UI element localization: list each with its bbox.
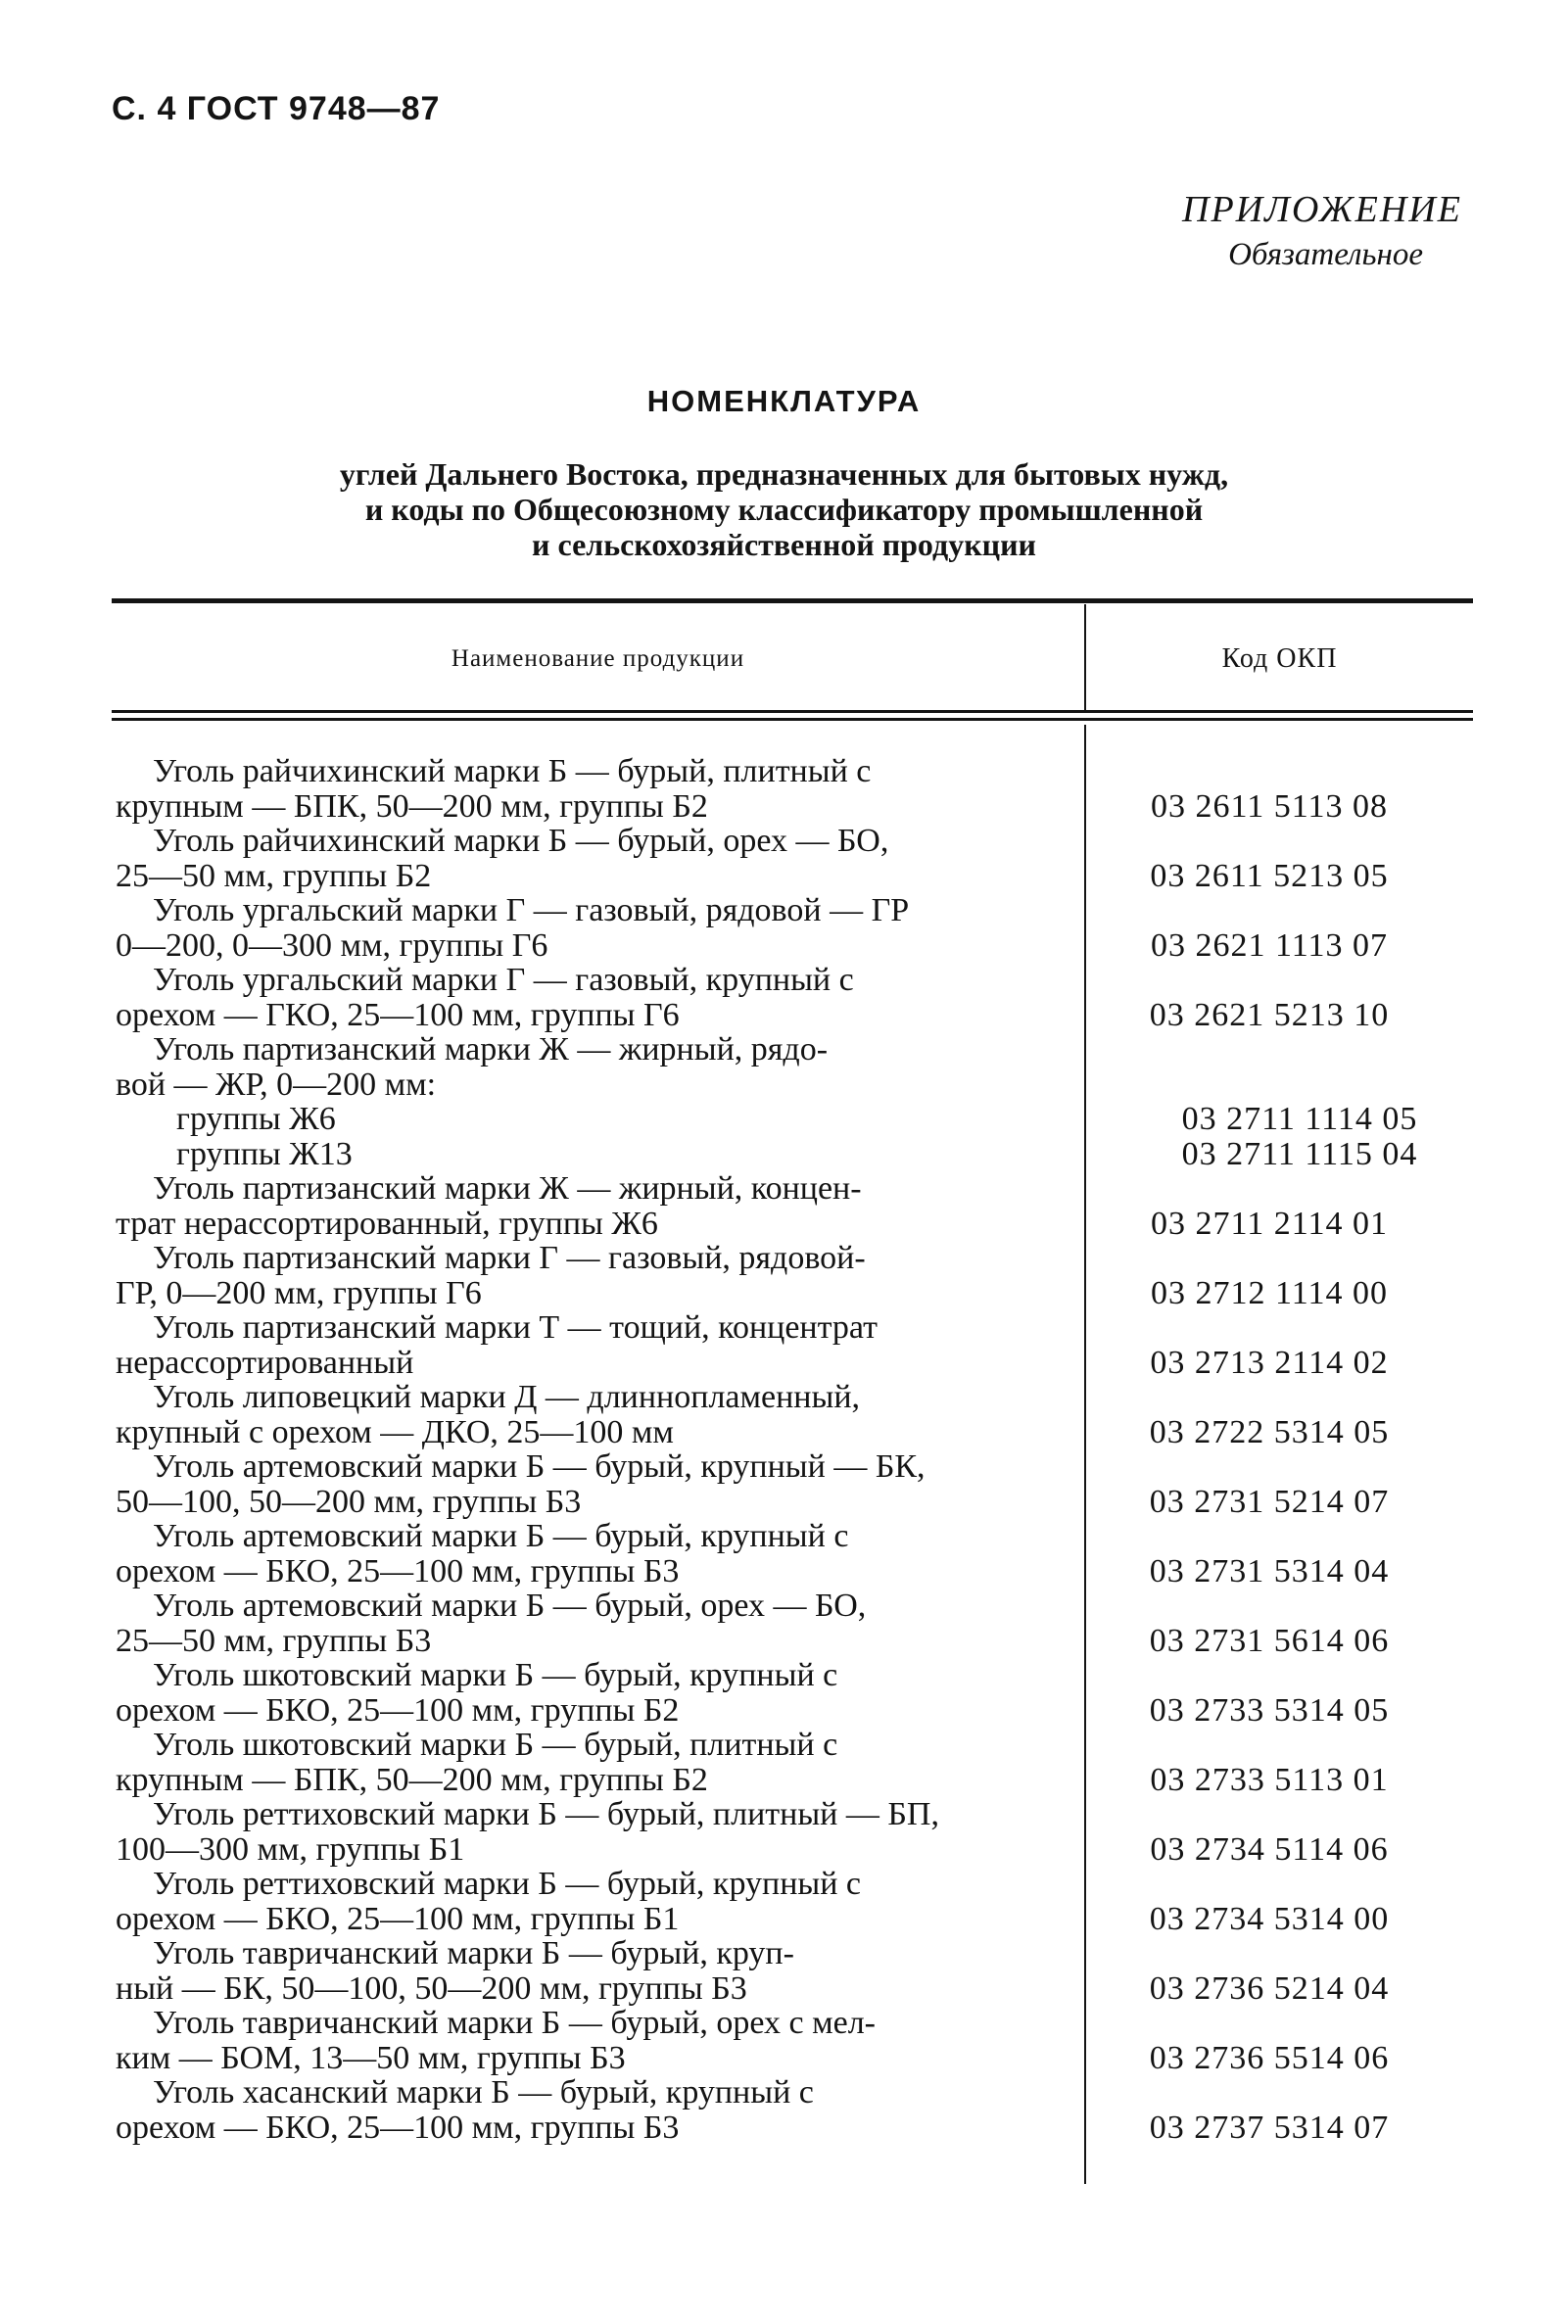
product-name	[112, 1936, 1066, 2006]
product-name-line: Уголь райчихинский марки Б — бурый, орех — БО,	[153, 823, 889, 859]
table-row	[112, 1449, 1473, 1519]
document-title: НОМЕНКЛАТУРА	[646, 384, 922, 418]
okp-code: 03 2731 5314 04	[1149, 1552, 1390, 1589]
product-name-line: Уголь партизанский марки Ж — жирный, рядо-	[153, 1031, 829, 1067]
product-name	[112, 1310, 1066, 1380]
table-row	[112, 754, 1473, 824]
header-bottom-rule	[112, 710, 1473, 713]
product-name-line: ГР, 0—200 мм, группы Г6	[116, 1274, 482, 1311]
product-name-line: Уголь тавричанский марки Б — бурый, круп-	[153, 1935, 794, 1971]
subtitle-line: углей Дальнего Востока, предназначенных для бытовых нужд,	[339, 456, 1229, 492]
table-row	[112, 963, 1473, 1032]
product-name-line: Уголь артемовский марки Б — бурый, крупный с	[153, 1518, 849, 1554]
table-row	[112, 1519, 1473, 1589]
table-row	[112, 1310, 1473, 1380]
table-row	[112, 2006, 1473, 2075]
okp-code: 03 2736 5514 06	[1149, 2039, 1390, 2076]
product-name	[112, 2075, 1066, 2145]
product-name-line: Уголь ургальский марки Г — газовый, крупный с	[153, 962, 854, 998]
product-name-line: Уголь шкотовский марки Б — бурый, крупный с	[153, 1657, 838, 1693]
product-name	[112, 754, 1066, 824]
product-name-line: орехом — БКО, 25—100 мм, группы Б2	[116, 1691, 680, 1729]
appendix-label	[1182, 188, 1462, 273]
table-row	[112, 1728, 1473, 1797]
product-name	[112, 1380, 1066, 1449]
table-row	[112, 1137, 1473, 1172]
table-row	[112, 893, 1473, 963]
product-name-line: группы Ж6	[176, 1101, 336, 1137]
product-name-line: Уголь реттиховский марки Б — бурый, плитный — БП,	[153, 1796, 939, 1832]
table-row	[112, 1797, 1473, 1867]
product-name-line: крупным — БПК, 50—200 мм, группы Б2	[116, 1761, 708, 1798]
table-row	[112, 1380, 1473, 1449]
header-bottom-rule-double	[112, 718, 1473, 721]
product-name-line: ким — БОМ, 13—50 мм, группы Б3	[116, 2039, 626, 2076]
table-row	[112, 1658, 1473, 1728]
subtitle-line: и сельскохозяйственной продукции	[532, 527, 1036, 562]
okp-code: 03 2731 5614 06	[1149, 1622, 1390, 1659]
product-name-line: трат нерассортированный, группы Ж6	[116, 1205, 658, 1242]
product-name-line: Уголь реттиховский марки Б — бурый, крупный с	[153, 1866, 862, 1902]
product-name-line: Уголь партизанский марки Г — газовый, рядовой-	[153, 1240, 866, 1276]
okp-code: 03 2711 1114 05	[1181, 1101, 1418, 1137]
table-row	[112, 824, 1473, 893]
okp-code: 03 2722 5314 05	[1149, 1413, 1390, 1450]
column-header-code: Код ОКП	[1221, 643, 1338, 674]
okp-code: 03 2711 2114 01	[1151, 1205, 1388, 1242]
product-name	[112, 893, 1066, 963]
product-name-line: Уголь хасанский марки Б — бурый, крупный с	[153, 2074, 814, 2111]
product-name-line: 25—50 мм, группы Б3	[116, 1622, 432, 1659]
product-name-line: Уголь райчихинский марки Б — бурый, плитный с	[153, 753, 872, 789]
product-name-line: 100—300 мм, группы Б1	[116, 1830, 465, 1868]
table-top-rule	[112, 598, 1473, 603]
okp-code: 03 2611 5213 05	[1150, 857, 1389, 894]
okp-code: 03 2734 5114 06	[1150, 1830, 1389, 1868]
okp-code: 03 2712 1114 00	[1151, 1274, 1388, 1311]
product-name-line: крупным — БПК, 50—200 мм, группы Б2	[116, 787, 708, 825]
table-row	[112, 1936, 1473, 2006]
table-row	[112, 2075, 1473, 2145]
okp-code: 03 2733 5314 05	[1149, 1691, 1390, 1729]
product-name	[112, 1032, 1066, 1102]
okp-code: 03 2611 5113 08	[1151, 787, 1388, 825]
product-name	[112, 1241, 1066, 1310]
table-body	[112, 754, 1473, 2145]
product-name	[112, 1171, 1066, 1241]
appendix-title: ПРИЛОЖЕНИЕ	[1182, 189, 1462, 230]
okp-code: 03 2621 5213 10	[1149, 996, 1390, 1033]
product-name-line: Уголь шкотовский марки Б — бурый, плитный с	[153, 1727, 838, 1763]
okp-code: 03 2737 5314 07	[1149, 2109, 1390, 2146]
product-name-line: орехом — БКО, 25—100 мм, группы Б3	[116, 2109, 680, 2146]
product-name-line: 0—200, 0—300 мм, группы Г6	[116, 926, 548, 964]
subtitle-line: и коды по Общесоюзному классификатору промышленной	[364, 492, 1204, 527]
okp-code: 03 2711 1115 04	[1181, 1135, 1418, 1172]
product-name-line: вой — ЖР, 0—200 мм:	[116, 1066, 437, 1103]
product-name-line: 25—50 мм, группы Б2	[116, 857, 432, 894]
product-name	[112, 2006, 1066, 2075]
product-name-line: Уголь партизанский марки Ж — жирный, концен-	[153, 1170, 862, 1207]
okp-code: 03 2734 5314 00	[1149, 1900, 1390, 1937]
product-name-line: Уголь партизанский марки Т — тощий, концентрат	[153, 1309, 878, 1346]
appendix-status: Обязательное	[1228, 237, 1423, 272]
okp-code: 03 2713 2114 02	[1150, 1344, 1389, 1381]
product-name-line: Уголь артемовский марки Б — бурый, орех — БО,	[153, 1588, 867, 1624]
product-name-line: Уголь тавричанский марки Б — бурый, орех с мел-	[153, 2005, 876, 2041]
document-subtitle	[196, 456, 1372, 562]
product-name	[112, 824, 1066, 893]
table-row	[112, 1171, 1473, 1241]
product-name-line: Уголь ургальский марки Г — газовый, рядовой — ГР	[153, 892, 910, 928]
table-row	[112, 1589, 1473, 1658]
product-name-line: орехом — ГКО, 25—100 мм, группы Г6	[116, 996, 680, 1033]
product-name	[112, 1102, 1126, 1137]
product-name-line: 50—100, 50—200 мм, группы Б3	[116, 1483, 582, 1520]
table-row	[112, 1032, 1473, 1102]
product-name-line: Уголь артемовский марки Б — бурый, крупный — БК,	[153, 1448, 926, 1485]
product-name-line: группы Ж13	[176, 1135, 353, 1172]
product-name-line: крупный с орехом — ДКО, 25—100 мм	[116, 1413, 674, 1450]
table-row	[112, 1241, 1473, 1310]
product-name	[112, 963, 1066, 1032]
okp-code: 03 2621 1113 07	[1151, 926, 1388, 964]
product-name-line: нерассортированный	[116, 1344, 414, 1381]
page-header: С. 4 ГОСТ 9748—87	[112, 90, 441, 127]
product-name-line: ный — БК, 50—100, 50—200 мм, группы Б3	[116, 1969, 747, 2007]
product-name	[112, 1867, 1066, 1936]
okp-code: 03 2736 5214 04	[1149, 1969, 1390, 2007]
okp-code: 03 2731 5214 07	[1149, 1483, 1390, 1520]
product-name	[112, 1728, 1066, 1797]
table-row	[112, 1102, 1473, 1137]
product-name-line: орехом — БКО, 25—100 мм, группы Б3	[116, 1552, 680, 1589]
product-name-line: орехом — БКО, 25—100 мм, группы Б1	[116, 1900, 680, 1937]
table-row	[112, 1867, 1473, 1936]
product-name	[112, 1137, 1126, 1172]
product-name	[112, 1449, 1066, 1519]
product-name	[112, 1519, 1066, 1589]
product-name	[112, 1658, 1066, 1728]
okp-code: 03 2733 5113 01	[1150, 1761, 1389, 1798]
product-name	[112, 1797, 1066, 1867]
product-name-line: Уголь липовецкий марки Д — длиннопламенный,	[153, 1379, 861, 1415]
column-header-name: Наименование продукции	[451, 645, 745, 672]
product-name	[112, 1589, 1066, 1658]
